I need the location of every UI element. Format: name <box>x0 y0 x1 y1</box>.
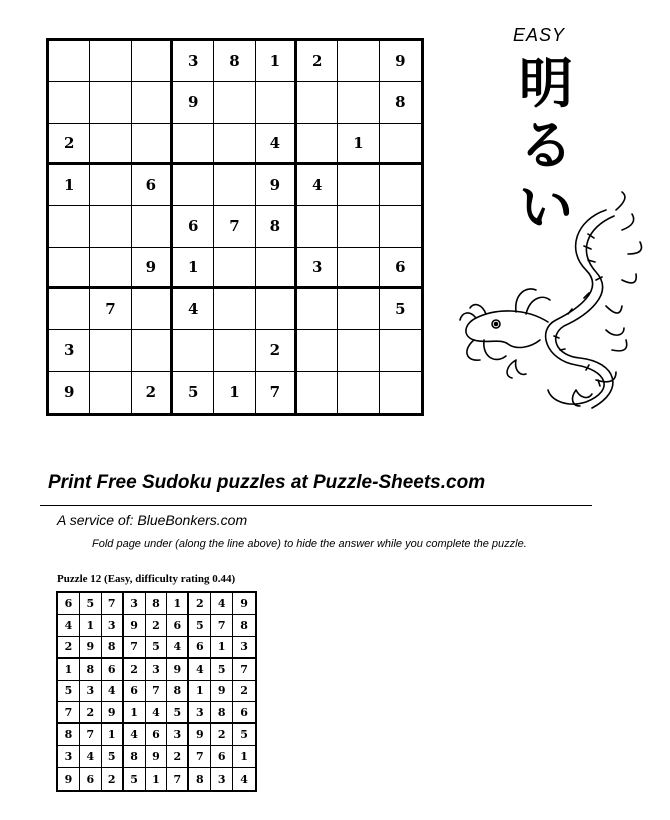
sudoku-cell: 9 <box>132 248 173 289</box>
kanji-char: 明 <box>519 51 573 115</box>
sudoku-cell: 9 <box>80 637 102 659</box>
sudoku-cell: 7 <box>146 681 168 703</box>
sudoku-cell: 2 <box>80 702 102 724</box>
sudoku-cell: 8 <box>380 82 421 123</box>
sudoku-cell: 6 <box>124 681 146 703</box>
sudoku-cell: 6 <box>132 165 173 206</box>
sudoku-cell: 4 <box>167 637 189 659</box>
kanji-char: い <box>519 175 573 239</box>
sudoku-cell: 5 <box>102 746 124 768</box>
sudoku-cell <box>49 41 90 82</box>
sudoku-cell: 2 <box>132 372 173 413</box>
sudoku-cell: 1 <box>102 724 124 746</box>
sudoku-cell: 8 <box>189 768 211 790</box>
sudoku-cell: 6 <box>211 746 233 768</box>
sudoku-cell: 4 <box>102 681 124 703</box>
sudoku-cell <box>49 206 90 247</box>
sudoku-cell <box>297 372 338 413</box>
sudoku-cell <box>297 289 338 330</box>
sudoku-cell: 8 <box>146 593 168 615</box>
sudoku-cell: 8 <box>256 206 297 247</box>
sudoku-cell: 3 <box>80 681 102 703</box>
sudoku-cell: 8 <box>167 681 189 703</box>
sudoku-cell: 5 <box>146 637 168 659</box>
sudoku-cell <box>338 41 379 82</box>
sudoku-cell: 4 <box>173 289 214 330</box>
sudoku-cell: 7 <box>90 289 131 330</box>
sudoku-cell <box>214 165 255 206</box>
sudoku-cell <box>297 206 338 247</box>
sudoku-cell: 7 <box>214 206 255 247</box>
sudoku-cell: 3 <box>233 637 255 659</box>
sudoku-cell: 4 <box>189 659 211 681</box>
sudoku-cell <box>380 372 421 413</box>
sudoku-cell: 5 <box>233 724 255 746</box>
sudoku-cell: 9 <box>167 659 189 681</box>
sudoku-cell <box>338 330 379 371</box>
sudoku-cell <box>214 248 255 289</box>
sudoku-cell: 9 <box>102 702 124 724</box>
sudoku-cell: 2 <box>102 768 124 790</box>
sudoku-cell: 8 <box>124 746 146 768</box>
sudoku-cell: 5 <box>124 768 146 790</box>
sudoku-cell: 7 <box>233 659 255 681</box>
sudoku-cell <box>90 330 131 371</box>
sudoku-cell: 1 <box>338 124 379 165</box>
sudoku-cell: 7 <box>167 768 189 790</box>
sudoku-cell: 8 <box>214 41 255 82</box>
sudoku-cell: 5 <box>58 681 80 703</box>
sudoku-cell: 8 <box>102 637 124 659</box>
sudoku-cell: 9 <box>233 593 255 615</box>
sudoku-cell: 9 <box>124 615 146 637</box>
sudoku-cell <box>338 82 379 123</box>
sudoku-cell: 1 <box>214 372 255 413</box>
sudoku-cell: 1 <box>146 768 168 790</box>
sudoku-cell: 9 <box>256 165 297 206</box>
sudoku-cell <box>173 165 214 206</box>
service-credit: A service of: BlueBonkers.com <box>57 512 248 528</box>
difficulty-label: EASY <box>513 25 566 45</box>
sudoku-cell: 4 <box>297 165 338 206</box>
sudoku-cell <box>297 330 338 371</box>
sudoku-cell: 4 <box>256 124 297 165</box>
sudoku-cell: 5 <box>80 593 102 615</box>
sudoku-cell: 5 <box>380 289 421 330</box>
sudoku-cell <box>90 248 131 289</box>
sudoku-cell: 6 <box>380 248 421 289</box>
sudoku-cell <box>256 82 297 123</box>
sudoku-cell <box>214 330 255 371</box>
sudoku-cell <box>90 165 131 206</box>
sudoku-cell <box>214 124 255 165</box>
sudoku-cell: 7 <box>124 637 146 659</box>
sudoku-cell <box>380 165 421 206</box>
sudoku-cell: 5 <box>189 615 211 637</box>
kanji-char: る <box>519 113 573 177</box>
sudoku-cell <box>132 206 173 247</box>
sudoku-cell: 1 <box>58 659 80 681</box>
sudoku-cell <box>338 165 379 206</box>
sudoku-cell: 1 <box>189 681 211 703</box>
sudoku-cell <box>256 289 297 330</box>
sudoku-cell: 2 <box>211 724 233 746</box>
sudoku-cell: 3 <box>102 615 124 637</box>
sudoku-cell: 7 <box>189 746 211 768</box>
fold-line <box>40 505 592 506</box>
answer-title: Puzzle 12 (Easy, difficulty rating 0.44) <box>57 573 236 585</box>
sudoku-cell: 8 <box>211 702 233 724</box>
sudoku-cell: 1 <box>80 615 102 637</box>
sudoku-cell: 5 <box>167 702 189 724</box>
sudoku-cell: 6 <box>167 615 189 637</box>
sudoku-cell <box>132 41 173 82</box>
sudoku-cell: 2 <box>167 746 189 768</box>
sudoku-cell: 1 <box>211 637 233 659</box>
sudoku-cell: 3 <box>211 768 233 790</box>
sudoku-cell <box>214 289 255 330</box>
sudoku-cell <box>132 330 173 371</box>
site-heading: Print Free Sudoku puzzles at Puzzle-Sheets.com <box>48 472 486 493</box>
sudoku-cell <box>256 248 297 289</box>
sudoku-cell: 7 <box>58 702 80 724</box>
sudoku-cell: 6 <box>102 659 124 681</box>
puzzle-grid <box>46 38 424 416</box>
sudoku-cell: 3 <box>189 702 211 724</box>
sudoku-cell: 4 <box>124 724 146 746</box>
sudoku-cell: 9 <box>173 82 214 123</box>
sudoku-cell: 7 <box>80 724 102 746</box>
sudoku-cell <box>90 124 131 165</box>
sudoku-cell: 6 <box>146 724 168 746</box>
sudoku-cell: 2 <box>256 330 297 371</box>
sudoku-cell: 8 <box>80 659 102 681</box>
sudoku-cell <box>380 124 421 165</box>
sudoku-cell <box>49 82 90 123</box>
sudoku-cell: 1 <box>173 248 214 289</box>
sudoku-cell: 8 <box>233 615 255 637</box>
sudoku-cell <box>90 206 131 247</box>
sudoku-cell: 3 <box>167 724 189 746</box>
sudoku-cell <box>90 372 131 413</box>
sudoku-cell <box>297 124 338 165</box>
sudoku-cell <box>338 248 379 289</box>
sudoku-cell: 1 <box>167 593 189 615</box>
sudoku-cell: 5 <box>173 372 214 413</box>
sudoku-cell: 4 <box>240 772 248 786</box>
sudoku-cell <box>380 330 421 371</box>
sudoku-cell <box>49 289 90 330</box>
sudoku-cell <box>90 41 131 82</box>
sudoku-cell: 4 <box>146 702 168 724</box>
sudoku-cell: 1 <box>233 746 255 768</box>
sudoku-cell: 9 <box>49 372 90 413</box>
sudoku-cell: 7 <box>102 593 124 615</box>
sudoku-cell <box>132 289 173 330</box>
sudoku-cell <box>49 248 90 289</box>
sudoku-cell: 2 <box>49 124 90 165</box>
sudoku-cell: 3 <box>146 659 168 681</box>
sudoku-cell: 9 <box>146 746 168 768</box>
sudoku-cell: 4 <box>58 615 80 637</box>
sudoku-cell: 6 <box>233 702 255 724</box>
sudoku-cell <box>297 82 338 123</box>
sudoku-cell: 3 <box>124 593 146 615</box>
sudoku-cell: 2 <box>233 681 255 703</box>
sudoku-cell: 2 <box>297 41 338 82</box>
sudoku-cell: 3 <box>173 41 214 82</box>
sudoku-cell: 6 <box>189 637 211 659</box>
sudoku-cell <box>380 206 421 247</box>
sudoku-cell: 1 <box>124 702 146 724</box>
sudoku-cell <box>90 82 131 123</box>
sudoku-cell <box>132 124 173 165</box>
answer-grid <box>56 591 257 792</box>
sudoku-cell: 8 <box>58 724 80 746</box>
sudoku-cell: 9 <box>189 724 211 746</box>
sudoku-cell <box>338 289 379 330</box>
sudoku-cell: 9 <box>380 41 421 82</box>
dragon-illustration-icon <box>456 190 656 415</box>
sudoku-cell: 9 <box>58 768 80 790</box>
sudoku-cell: 1 <box>256 41 297 82</box>
sudoku-cell <box>173 124 214 165</box>
sudoku-cell: 2 <box>146 615 168 637</box>
sudoku-cell: 2 <box>58 637 80 659</box>
sudoku-cell: 2 <box>189 593 211 615</box>
sudoku-cell: 3 <box>49 330 90 371</box>
sudoku-cell: 4 <box>211 593 233 615</box>
sudoku-cell: 6 <box>58 593 80 615</box>
sudoku-cell <box>173 330 214 371</box>
sudoku-cell: 9 <box>211 681 233 703</box>
sudoku-cell: 4 <box>80 746 102 768</box>
sudoku-cell: 7 <box>211 615 233 637</box>
sudoku-cell: 3 <box>297 248 338 289</box>
sudoku-cell: 5 <box>211 659 233 681</box>
sudoku-cell <box>132 82 173 123</box>
sudoku-cell <box>338 206 379 247</box>
sudoku-cell <box>338 372 379 413</box>
sudoku-cell: 6 <box>173 206 214 247</box>
fold-instruction: Fold page under (along the line above) to hide the answer while you complete the puzzle. <box>92 538 527 550</box>
sudoku-cell: 6 <box>80 768 102 790</box>
sudoku-cell: 3 <box>58 746 80 768</box>
sudoku-cell: 2 <box>124 659 146 681</box>
sudoku-cell: 7 <box>256 372 297 413</box>
sudoku-cell <box>214 82 255 123</box>
sudoku-cell: 1 <box>49 165 90 206</box>
